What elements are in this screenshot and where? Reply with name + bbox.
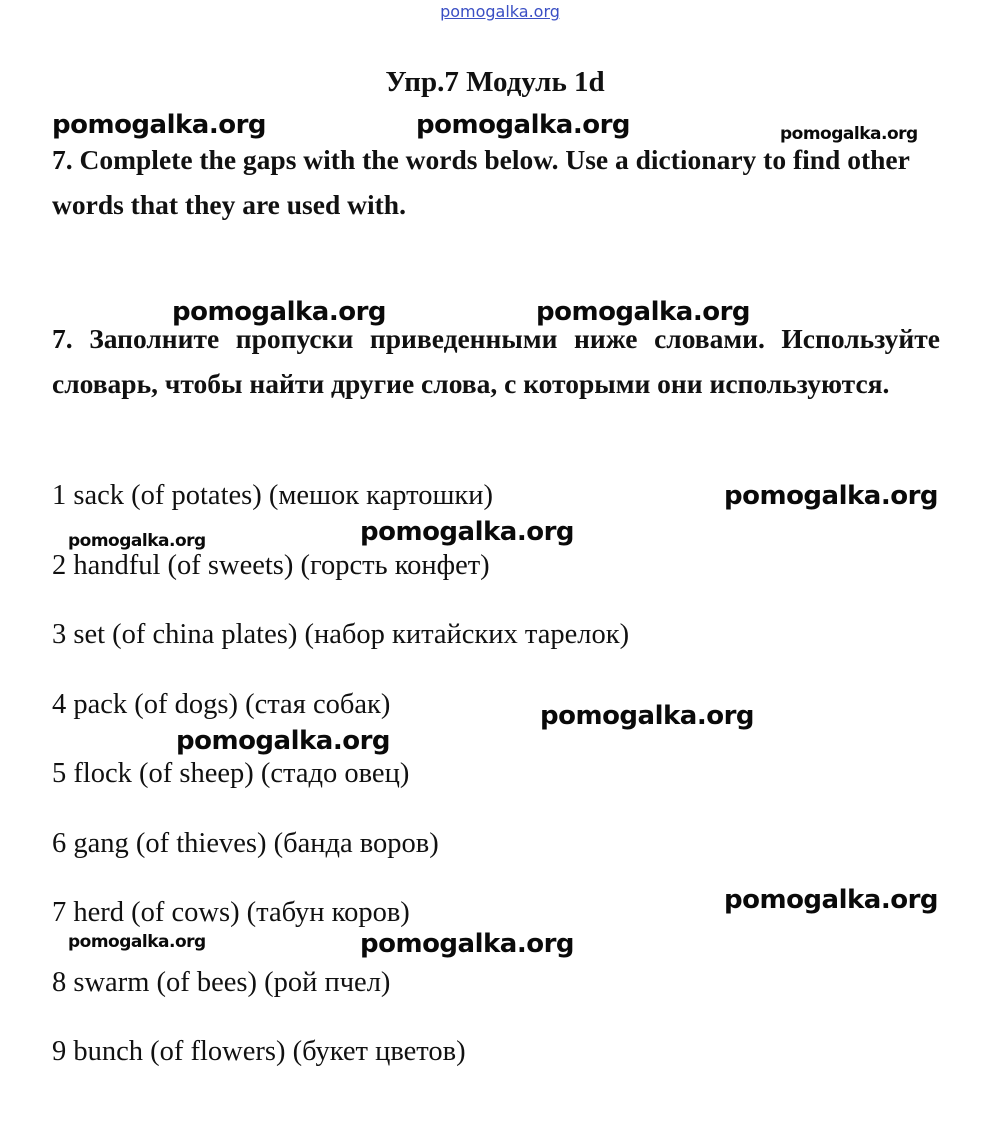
page-title: Упр.7 Модуль 1d <box>385 66 605 98</box>
watermark: pomogalka.org <box>52 110 267 140</box>
list-item: 2 handful (of sweets) (горсть конфет) <box>52 550 490 581</box>
list-item: 6 gang (of thieves) (банда воров) <box>52 828 439 859</box>
watermark: pomogalka.org <box>416 110 631 140</box>
list-item: 1 sack (of potates) (мешок картошки) <box>52 480 493 511</box>
list-item: 7 herd (of cows) (табун коров) <box>52 897 410 928</box>
watermark: pomogalka.org <box>172 297 387 327</box>
watermark: pomogalka.org <box>68 531 206 551</box>
task-russian: 7. Заполните пропуски приведенными ниже словами. Используйте словарь, чтобы найти другие слова, с которыми они используются. <box>52 323 940 399</box>
list-item: 3 set (of china plates) (набор китайских тарелок) <box>52 619 630 650</box>
watermark: pomogalka.org <box>536 297 751 327</box>
watermark: pomogalka.org <box>724 885 939 915</box>
watermark: pomogalka.org <box>360 517 575 547</box>
watermark: pomogalka.org <box>68 932 206 952</box>
watermark: pomogalka.org <box>724 481 939 511</box>
watermark: pomogalka.org <box>360 929 575 959</box>
task-english: 7. Complete the gaps with the words below. Use a dictionary to find other words that they are used with. <box>52 144 910 220</box>
list-item: 4 pack (of dogs) (стая собак) <box>52 689 391 720</box>
watermark: pomogalka.org <box>540 701 755 731</box>
watermark: pomogalka.org <box>176 726 391 756</box>
site-link[interactable]: pomogalka.org <box>440 2 560 21</box>
list-item: 9 bunch (of flowers) (букет цветов) <box>52 1036 466 1067</box>
list-item: 5 flock (of sheep) (стадо овец) <box>52 758 410 789</box>
watermark: pomogalka.org <box>780 124 918 144</box>
list-item: 8 swarm (of bees) (рой пчел) <box>52 967 391 998</box>
